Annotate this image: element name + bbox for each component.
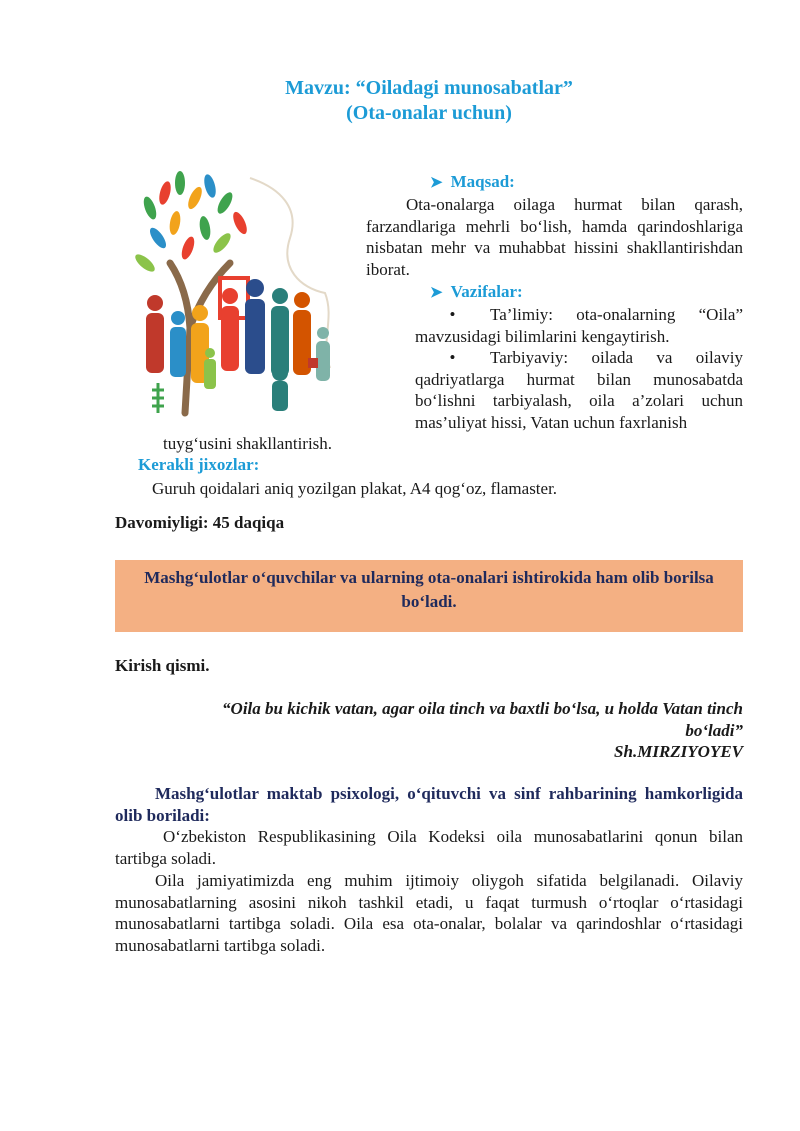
equipment-heading: Kerakli jixozlar:	[138, 455, 260, 474]
task-item: • Ta’limiy: ota-onalarning “Oila” mavzusidagi bilimlarini kengaytirish.	[415, 305, 743, 346]
quote-author: Sh.MIRZIYOYEV	[614, 742, 743, 761]
body-paragraph: Oila jamiyatimizda eng muhim ijtimoiy oliygoh sifatida belgilanadi. Oilaviy munosabatlarning asosini nikoh tashkil etadi, u faqat turmush o‘rtoqlar o‘rtasidagi munosabatlarni tartibga soladi. Oila esa ota-onalar, bolalar va qarindoshlar o‘rtasidagi munosabatlarni tartibga soladi.	[115, 871, 743, 955]
intro-heading: Kirish qismi.	[115, 656, 210, 675]
goal-text: Ota-onalarga oilaga hurmat bilan qarash, farzandlariga mehrli bo‘lish, hamda qarindoshlariga nisbatan mehr va muhabbat hissini shakllantirishdan iborat.	[366, 195, 743, 279]
bullet-dot-icon: •	[449, 305, 456, 324]
page-subtitle: (Ota-onalar uchun)	[346, 102, 512, 124]
quote-line: “Oila bu kichik vatan, agar oila tinch va baxtli bo‘lsa, u holda Vatan tinch	[222, 699, 743, 718]
duration: Davomiyligi: 45 daqiqa	[115, 513, 285, 532]
task-continuation: tuyg‘usini shakllantirish.	[163, 434, 333, 453]
family-tree-illustration	[130, 168, 345, 420]
arrow-bullet-icon: ➤	[430, 285, 443, 301]
quote-line: bo‘ladi”	[685, 721, 743, 740]
arrow-bullet-icon: ➤	[430, 175, 443, 191]
note-banner: Mashg‘ulotlar o‘quvchilar va ularning ota-onalari ishtirokida ham olib borilsa bo‘ladi.	[115, 560, 743, 632]
equipment-text: Guruh qoidalari aniq yozilgan plakat, A4 qog‘oz, flamaster.	[152, 479, 558, 498]
body-paragraph: O‘zbekiston Respublikasining Oila Kodeksi oila munosabatlarini qonun bilan tartibga soladi.	[115, 827, 743, 868]
page-title: Mavzu: “Oiladagi munosabatlar”	[285, 77, 573, 99]
tasks-heading: ➤ Vazifalar:	[430, 282, 523, 301]
collab-text: Mashg‘ulotlar maktab psixologi, o‘qituvchi va sinf rahbarining hamkorligida olib boriladi:	[115, 784, 743, 825]
task-item: • Tarbiyaviy: oilada va oilaviy qadriyatlarga hurmat bilan munosabatda bo‘lishni tarbiyalash, oila a’zolari uchun mas’uliyat hissi, Vatan uchun faxrlanish	[415, 348, 743, 432]
bullet-dot-icon: •	[449, 348, 456, 367]
goal-heading: ➤ Maqsad:	[430, 172, 515, 191]
